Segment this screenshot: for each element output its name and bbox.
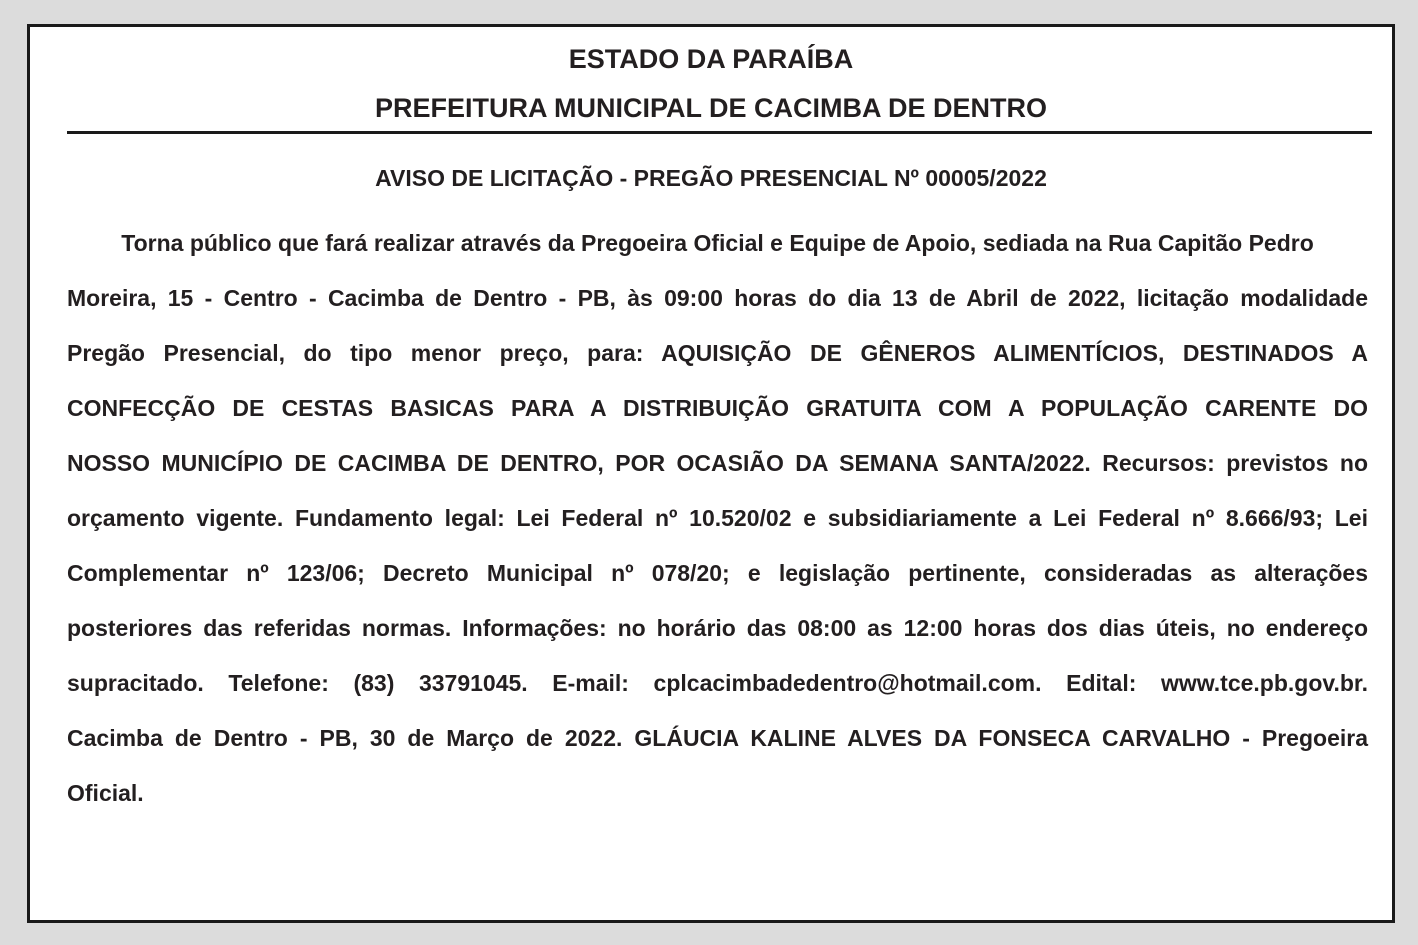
notice-line: Oficial.	[67, 780, 144, 806]
notice-line: Torna público que fará realizar através da Pregoeira Oficial e Equipe de Apoio, sediada na Rua Capitão Pedro	[121, 230, 1314, 256]
notice-line: CONFECÇÃO DE CESTAS BASICAS PARA A DISTRIBUIÇÃO GRATUITA COM A POPULAÇÃO CARENTE DO	[67, 395, 1368, 421]
notice-title: AVISO DE LICITAÇÃO - PREGÃO PRESENCIAL Nº 00005/2022	[375, 165, 1047, 191]
notice-line: NOSSO MUNICÍPIO DE CACIMBA DE DENTRO, POR OCASIÃO DA SEMANA SANTA/2022. Recursos: previstos no	[67, 450, 1368, 476]
notice-line: Cacimba de Dentro - PB, 30 de Março de 2022. GLÁUCIA KALINE ALVES DA FONSECA CARVALHO - Pregoeira	[67, 725, 1368, 751]
notice-line: Moreira, 15 - Centro - Cacimba de Dentro - PB, às 09:00 horas do dia 13 de Abril de 2022, licitação modalidade	[67, 285, 1368, 311]
prefeitura-heading: PREFEITURA MUNICIPAL DE CACIMBA DE DENTRO	[374, 93, 1047, 123]
header-divider	[67, 131, 1372, 134]
notice-body	[67, 216, 1368, 821]
notice-line: Pregão Presencial, do tipo menor preço, para: AQUISIÇÃO DE GÊNEROS ALIMENTÍCIOS, DESTINADOS A	[67, 340, 1368, 366]
notice-line: orçamento vigente. Fundamento legal: Lei Federal nº 10.520/02 e subsidiariamente a Lei Federal nº 8.666/93; Lei	[67, 505, 1368, 531]
notice-line: posteriores das referidas normas. Informações: no horário das 08:00 as 12:00 horas dos dias úteis, no endereço	[67, 615, 1368, 641]
notice-line: supracitado. Telefone: (83) 33791045. E-mail: cplcacimbadedentro@hotmail.com. Edital: www.tce.pb.gov.br.	[67, 670, 1368, 696]
notice-line: Complementar nº 123/06; Decreto Municipal nº 078/20; e legislação pertinente, consideradas as alterações	[67, 560, 1368, 586]
notice-box	[27, 24, 1395, 923]
state-heading: ESTADO DA PARAÍBA	[568, 44, 854, 74]
